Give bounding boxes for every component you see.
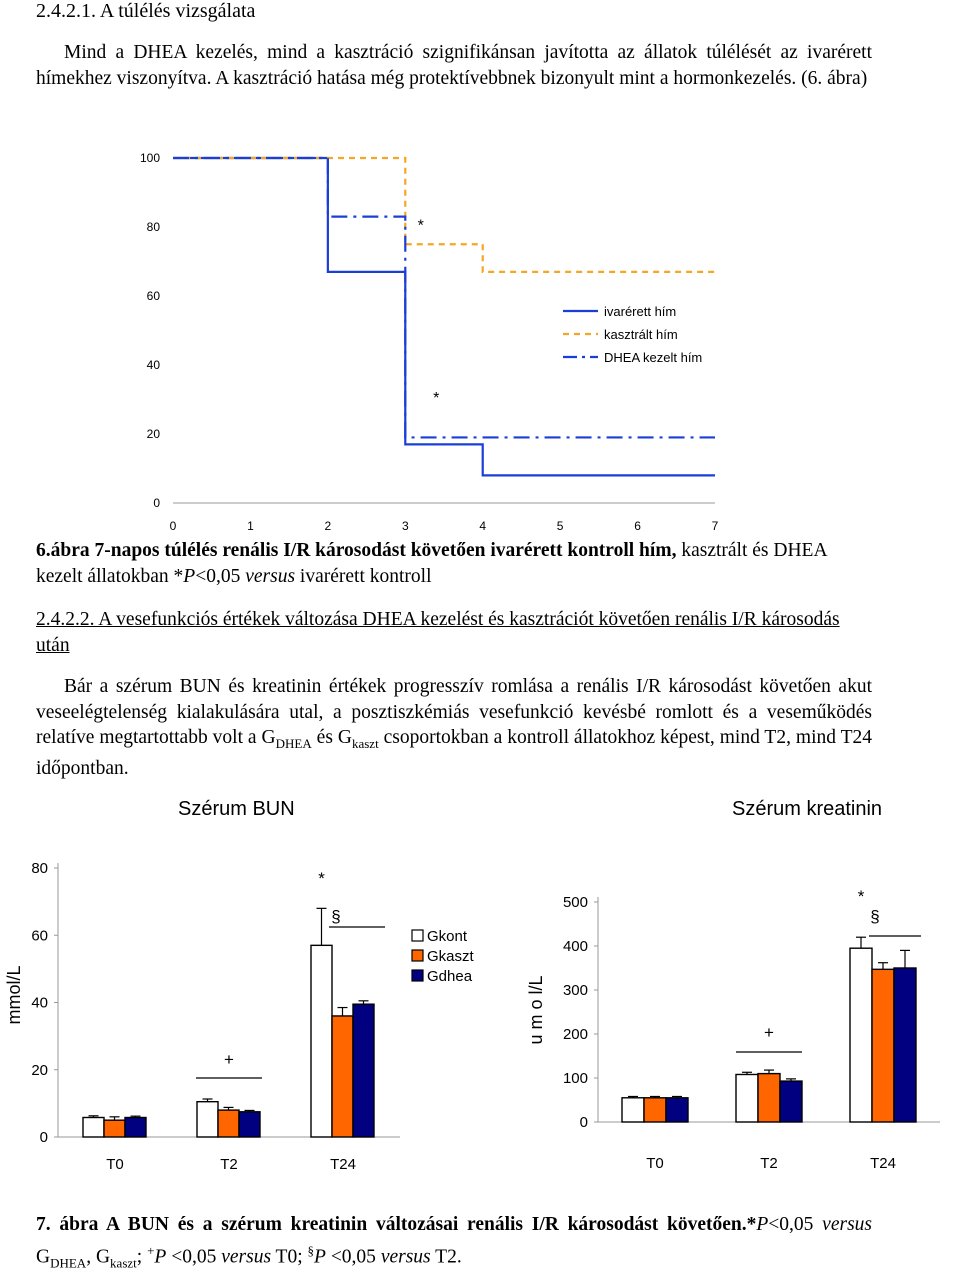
survival-annotation-0: * <box>417 217 424 235</box>
figure6-caption-p: P <box>183 565 196 587</box>
figure7-caption-t7: <0,05 <box>325 1246 381 1267</box>
bun-bar-2-2 <box>353 1004 374 1137</box>
kidney-paragraph-part-b: és G <box>311 727 352 748</box>
bun-legend-swatch-2 <box>412 970 423 981</box>
figure7-caption-p3: P <box>314 1246 326 1267</box>
cre-category-2: T24 <box>870 1155 896 1172</box>
bun-category-2: T24 <box>330 1156 356 1173</box>
section-heading-kidney-function: 2.4.2.2. A vesefunkciós értékek változása DHEA kezelést és kasztrációt követően renális I/R károsodás után <box>36 609 840 656</box>
figure6-caption-versus: versus <box>245 565 296 587</box>
survival-y-tick-1: 20 <box>146 427 160 441</box>
figure7-caption-t1: <0,05 <box>768 1214 823 1235</box>
figure7-caption-t3: , G <box>86 1246 111 1267</box>
figure6-caption-part3: ivarérett kontroll <box>295 565 432 587</box>
kidney-paragraph-sub-dhea: DHEA <box>275 735 312 751</box>
bun-y-tick-1: 20 <box>31 1061 48 1079</box>
bun-bar-1-1 <box>218 1110 239 1137</box>
figure7-caption-t4: ; <box>136 1246 148 1267</box>
cre-annotation-1: * <box>857 887 865 906</box>
cre-bar-2-1 <box>872 969 894 1122</box>
figure7-caption-p1: P <box>756 1214 769 1235</box>
cre-category-0: T0 <box>646 1155 664 1172</box>
survival-y-tick-5: 100 <box>139 151 160 165</box>
survival-annotations <box>418 217 440 407</box>
survival-y-tick-0: 0 <box>153 496 160 510</box>
cre-annotation-2: § <box>870 907 880 926</box>
cre-annotation-0: + <box>764 1023 774 1042</box>
cre-category-1: T2 <box>760 1155 778 1172</box>
cre-y-tick-4: 400 <box>562 938 588 955</box>
bun-bar-1-0 <box>197 1102 218 1137</box>
bun-bar-0-0 <box>83 1117 104 1137</box>
figure7-caption-v1: versus <box>822 1214 872 1235</box>
survival-paragraph-text: Mind a DHEA kezelés, mind a kasztráció szignifikánsan javította az állatok túlélését az ivarérett hímekhez viszonyítva. A kasztráció hatása még protektívebbnek bizonyult mint a hormonkezelés. (6. ábra) <box>36 42 872 89</box>
figure7-caption-v2: versus <box>221 1246 272 1267</box>
survival-paragraph <box>36 40 872 91</box>
figure7-caption-t5: <0,05 <box>166 1246 222 1267</box>
survival-x-tick-1: 1 <box>247 519 254 533</box>
figure7-caption-t6: T0; <box>271 1246 308 1267</box>
bun-y-tick-2: 40 <box>31 994 48 1012</box>
cre-y-tick-0: 0 <box>579 1114 588 1131</box>
bun-legend-swatch-1 <box>412 950 423 961</box>
figure7-caption-p2: P <box>154 1246 167 1267</box>
bun-y-tick-3: 60 <box>31 927 48 945</box>
survival-x-tick-7: 7 <box>711 519 719 533</box>
figure7-caption-sub2: kaszt <box>110 1254 137 1270</box>
figure7-caption-bold: 7. ábra A BUN és a szérum kreatinin változásai renális I/R károsodást követően. <box>36 1214 747 1235</box>
cre-bar-0-0 <box>622 1098 644 1122</box>
bun-category-0: T0 <box>106 1156 124 1173</box>
bun-bar-2-0 <box>311 945 332 1137</box>
bun-bar-0-1 <box>104 1120 125 1137</box>
bun-annotation-2: § <box>331 907 341 926</box>
cre-bar-2-2 <box>894 968 916 1122</box>
survival-legend-label-1: kasztrált hím <box>604 327 678 342</box>
figure6-caption-part2: <0,05 <box>195 565 246 587</box>
bun-bar-1-2 <box>239 1112 260 1137</box>
creatinine-chart <box>520 880 960 1190</box>
bun-chart <box>0 850 480 1180</box>
figure7-caption-star: * <box>746 1214 757 1235</box>
bun-bar-2-1 <box>332 1016 353 1137</box>
bun-y-label: mmol/L <box>4 965 24 1025</box>
figure7-caption-plus: + <box>147 1242 155 1258</box>
survival-chart <box>120 140 740 535</box>
survival-y-tick-3: 60 <box>146 289 160 303</box>
section-heading-survival: 2.4.2.1. A túlélés vizsgálata <box>36 0 256 22</box>
figure7-caption-section: § <box>307 1242 315 1258</box>
bun-annotation-1: * <box>318 869 325 888</box>
bun-y-tick-0: 0 <box>39 1129 48 1146</box>
creatinine-chart-title: Szérum kreatinin <box>732 798 883 820</box>
survival-legend-label-2: DHEA kezelt hím <box>604 350 703 365</box>
figure7-caption-sub1: DHEA <box>50 1254 87 1270</box>
cre-y-tick-2: 200 <box>562 1026 588 1043</box>
cre-bar-1-2 <box>780 1081 802 1122</box>
figure6-caption-bold: 6.ábra 7-napos túlélés renális I/R károsodást követően ivarérett kontroll hím, <box>36 540 677 561</box>
survival-annotation-1: * <box>433 389 440 407</box>
kidney-paragraph-part-a: Bár a szérum BUN és kreatinin értékek progresszív romlása a renális I/R károsodást követően akut veseelégtelenség kialakulására utal, a posztiszkémiás vesefunkció kevésbé romlott és a veseműködés relatíve megtartottabb volt a G <box>36 676 872 748</box>
figure7-caption-t8: T2. <box>430 1246 462 1267</box>
cre-bar-1-0 <box>736 1074 758 1122</box>
survival-x-tick-3: 3 <box>401 519 409 533</box>
kidney-paragraph-sub-kaszt: kaszt <box>351 735 379 751</box>
kidney-function-paragraph <box>36 674 872 782</box>
cre-bar-0-2 <box>666 1098 688 1122</box>
survival-series-2 <box>173 158 715 437</box>
bun-bar-0-2 <box>125 1117 146 1137</box>
survival-x-tick-5: 5 <box>556 519 564 533</box>
figure7-caption <box>36 1212 872 1275</box>
bun-legend-label-2: Gdhea <box>427 968 473 985</box>
cre-y-tick-1: 100 <box>562 1070 588 1087</box>
bun-annotation-0: + <box>224 1050 234 1069</box>
kidney-paragraph-part-c: csoportokban a kontroll állatokhoz képest, mind T2, mind T24 időpontban. <box>36 727 872 780</box>
cre-bar-1-1 <box>758 1074 780 1122</box>
figure7-caption-v3: versus <box>380 1246 431 1267</box>
survival-legend-label-0: ivarérett hím <box>604 304 677 319</box>
survival-x-tick-0: 0 <box>169 519 177 533</box>
survival-series-1 <box>173 158 715 272</box>
bun-y-tick-4: 80 <box>31 860 48 877</box>
cre-bar-2-0 <box>850 948 872 1122</box>
figure6-caption-part1: kasztrált és DHEA kezelt állatokban * <box>36 540 827 587</box>
survival-legend <box>563 304 702 365</box>
survival-x-tick-4: 4 <box>479 519 487 533</box>
survival-x-tick-2: 2 <box>324 519 332 533</box>
cre-bar-0-1 <box>644 1098 666 1122</box>
cre-y-label: u m o l/L <box>526 975 546 1045</box>
survival-y-tick-4: 80 <box>146 220 160 234</box>
figure7-caption-t2: G <box>36 1246 51 1267</box>
bun-legend-label-0: Gkont <box>427 928 468 945</box>
cre-y-tick-3: 300 <box>562 982 588 999</box>
survival-y-axis <box>140 151 160 510</box>
survival-x-tick-6: 6 <box>634 519 641 533</box>
figure6-caption <box>36 538 872 589</box>
bun-category-1: T2 <box>220 1156 238 1173</box>
bun-legend-swatch-0 <box>412 930 423 941</box>
bun-legend-label-1: Gkaszt <box>427 948 474 965</box>
bun-chart-title: Szérum BUN <box>178 798 295 820</box>
cre-y-tick-5: 500 <box>562 894 588 911</box>
survival-x-axis <box>170 519 719 533</box>
survival-y-tick-2: 40 <box>146 358 160 372</box>
